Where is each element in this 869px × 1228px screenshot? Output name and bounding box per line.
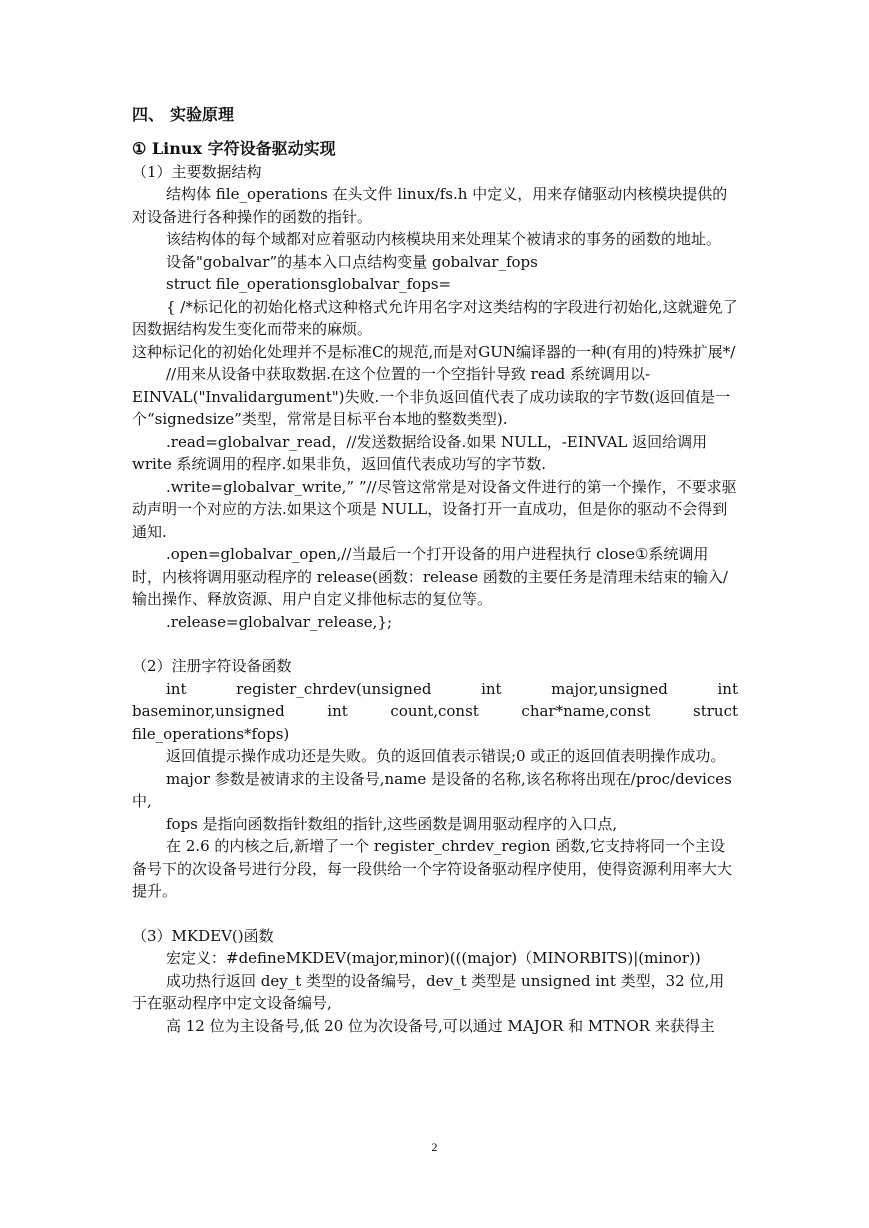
part1-struct-decl: struct file_operationsglobalvar_fops= bbox=[166, 275, 452, 293]
section-title: 实验原理 bbox=[170, 105, 235, 124]
spacer bbox=[132, 903, 738, 925]
part1-paragraph-9: .write=globalvar_write,” ”//尽管这常常是对设备文件进行的第一个操作，不要求驱动声明一个对应的方法.如果这个项是 NULL，设备打开一直成功，但是你的驱动不会得到通知. bbox=[132, 477, 737, 541]
section-number: 四、 bbox=[132, 105, 165, 124]
part2-paragraph-4: 在 2.6 的内核之后,新增了一个 register_chrdev_region 函数,它支持将同一个主设备号下的次设备号进行分段，每一段供给一个字符设备驱动程序使用，使得资源利用率大大提升。 bbox=[132, 837, 733, 900]
part1-paragraph-3: 设备"gobalvar”的基本入口点结构变量 gobalvar_fops bbox=[166, 252, 538, 271]
part2-paragraph-1: 返回值提示操作成功还是失败。负的返回值表示错误;0 或正的返回值表明操作成功。 bbox=[166, 747, 726, 765]
part3-paragraph-2: 成功热行返回 dey_t 类型的设备编号，dev_t 类型是 unsigned int 类型，32 位,用于在驱动程序中定文设备编号, bbox=[132, 971, 725, 1012]
part1-paragraph-8: .read=globalvar_read，//发送数据给设备.如果 NULL，-EINVAL 返回给调用 write 系统调用的程序.如果非负，返回值代表成功写的字节数. bbox=[132, 432, 708, 473]
part3-heading: （3）MKDEV()函数 bbox=[132, 926, 274, 945]
part1-paragraph-1: 结构体 file_operations 在头文件 linux/fs.h 中定义，用来存储驱动内核模块提供的对设备进行各种操作的函数的指针。 bbox=[132, 185, 728, 226]
page-content bbox=[132, 104, 738, 1037]
section-heading bbox=[132, 104, 738, 127]
part3-macro-definition: 宏定义：#defineMKDEV(major,minor)(((major)（MINORBITS)|(minor)) bbox=[166, 949, 701, 967]
part1-paragraph-10: .open=globalvar_open,//当最后一个打开设备的用户进程执行 close①系统调用时，内核将调用驱动程序的 release(函数：release 函数的主要任务是清理未结束的输入/输出操作、释放资源、用户自定义排他标志的复位等。 bbox=[132, 545, 728, 608]
spacer bbox=[132, 633, 738, 655]
page-number: 2 bbox=[431, 1140, 438, 1154]
part2-prototype-line-1: int register_chrdev(unsigned int major,unsigned int bbox=[166, 679, 738, 698]
part3-paragraph-3: 高 12 位为主设备号,低 20 位为次设备号,可以通过 MAJOR 和 MTNOR 来获得主 bbox=[166, 1016, 715, 1035]
part2-prototype-line-3: file_operations*fops) bbox=[132, 724, 290, 743]
part2-prototype-line-2: baseminor,unsigned int count,const char*name,const struct bbox=[132, 702, 738, 720]
part2-heading: （2）注册字符设备函数 bbox=[132, 657, 292, 675]
subsection-heading: ① Linux 字符设备驱动实现 bbox=[132, 138, 336, 158]
part1-paragraph-5: { /*标记化的初始化格式这种格式允许用名字对这类结构的字段进行初始化,这就避免了因数据结构发生变化而带来的麻烦。 bbox=[132, 297, 738, 338]
part2-paragraph-3: fops 是指向函数指针数组的指针,这些函数是调用驱动程序的入口点, bbox=[166, 814, 618, 833]
part2-paragraph-2: major 参数是被请求的主设备号,name 是设备的名称,该名称将出现在/proc/devices 中, bbox=[132, 769, 732, 810]
part1-paragraph-6: 这种标记化的初始化处理并不是标准C的规范,而是对GUN编译器的一种(有用的)特殊扩展*/ bbox=[132, 342, 736, 361]
part1-paragraph-2: 该结构体的每个域都对应着驱动内核模块用来处理某个被请求的事务的函数的地址。 bbox=[166, 230, 722, 248]
part1-paragraph-11: .release=globalvar_release,}; bbox=[166, 612, 393, 631]
part1-paragraph-7: //用来从设备中获取数据.在这个位置的一个空指针导致 read 系统调用以-EINVAL("Invalidargument")失败.一个非负返回值代表了成功读取的字节数(返回值是一个“signedsize”类型，常常是目标平台本地的整数类型). bbox=[132, 365, 731, 428]
part1-heading: （1）主要数据结构 bbox=[132, 162, 262, 181]
